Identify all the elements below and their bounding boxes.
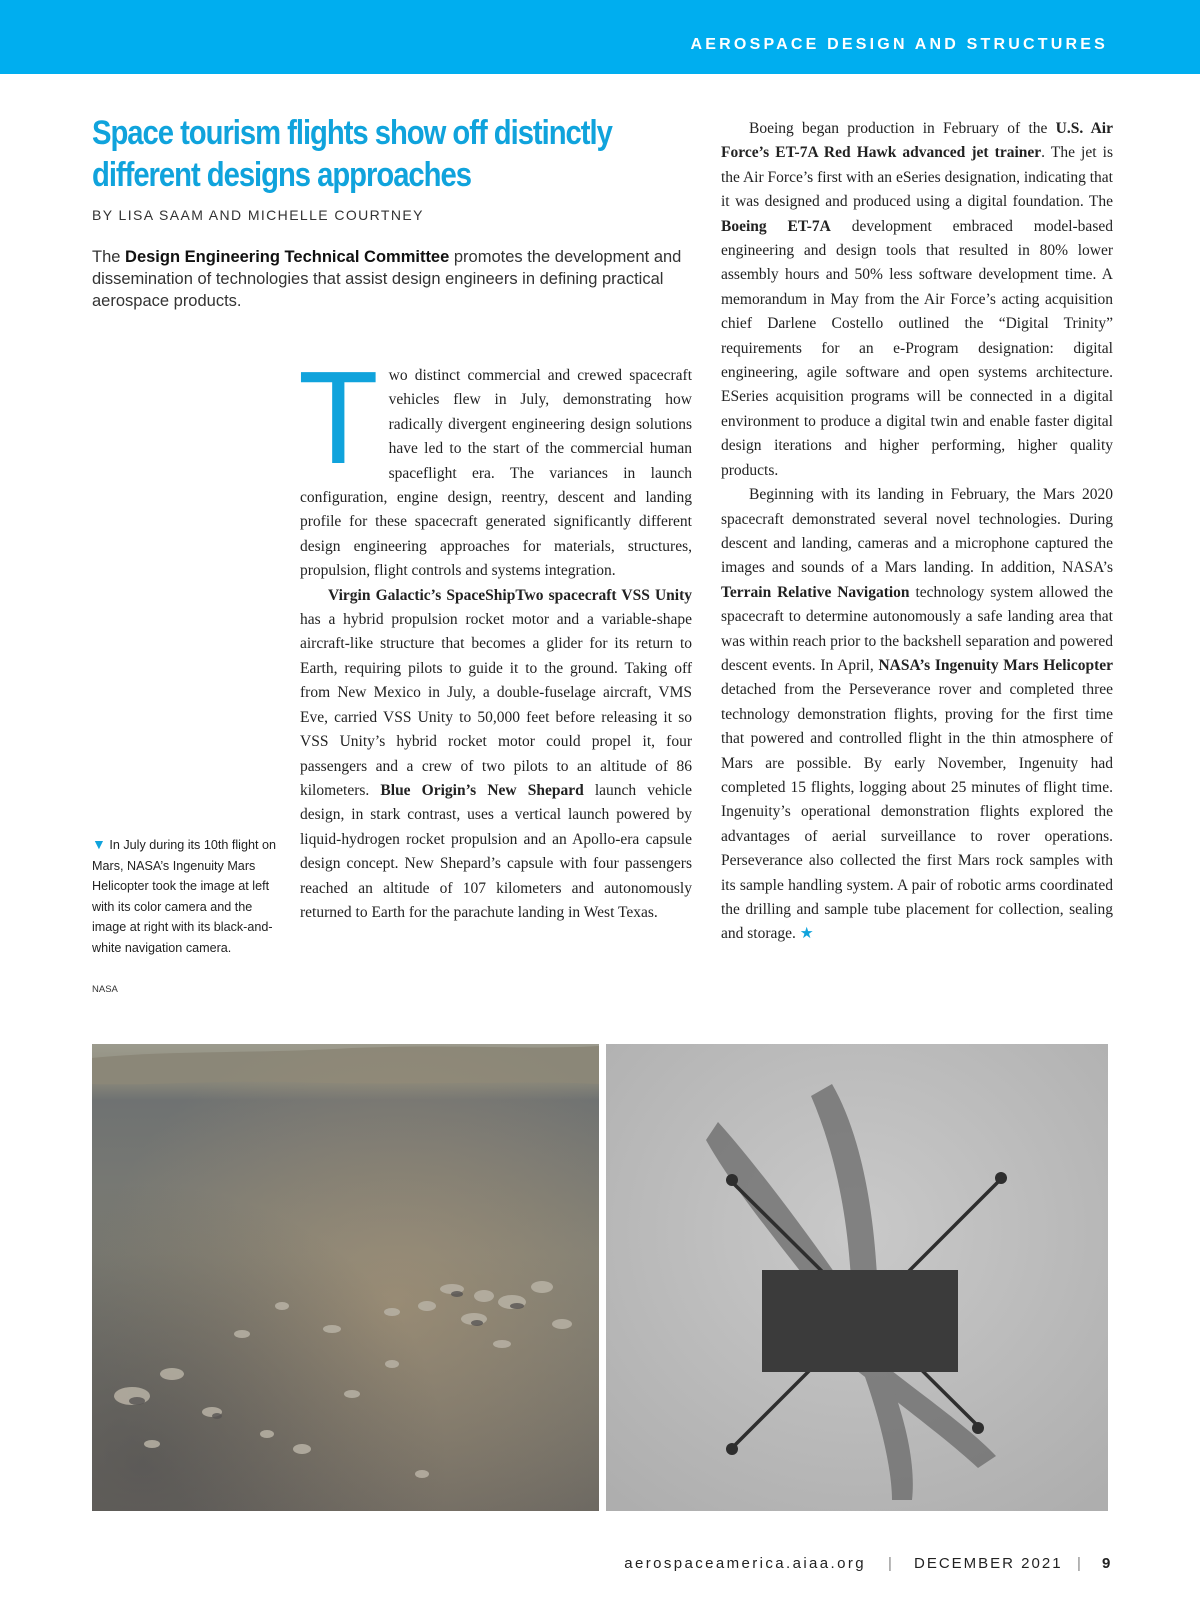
section-banner <box>0 0 1200 74</box>
footer-website: aerospaceamerica.aiaa.org <box>624 1555 866 1572</box>
footer-separator: | <box>1077 1555 1081 1572</box>
paragraph-opening-text: wo distinct commercial and crewed spacecraft vehicles flew in July, demonstrating how radically divergent engineering design solutions have led to the start of the commercial human spaceflight era. The variances in launch configuration, engine design, reentry, descent and landing profile for these spacecraft generated significantly different design engineering approaches for materials, structures, propulsion, flight controls and systems integration. <box>300 367 692 580</box>
photo-caption <box>92 834 282 959</box>
body-column-middle <box>298 344 692 925</box>
bold-blue-origin: Blue Origin’s New Shepard <box>380 781 584 799</box>
helicopter-shadow-photo <box>606 1044 1108 1511</box>
bold-terrain-navigation: Terrain Relative Navigation <box>721 583 910 601</box>
text-span: development embraced model-based engineering and design tools that resulted in 80% lower assembly hours and 50% less software development time. A memorandum in May from the Air Force’s acting acquisition chief Darlene Costello outlined the “Digital Trinity” requirements for an e-Program designation: digital engineering, agile software and open systems architecture. ESeries acquisition programs will be connected in a digital environment to produce a digital twin and enable faster digital design iterations and higher performing, higher quality products. <box>721 217 1113 479</box>
text-span: has a hybrid propulsion rocket motor and a variable-shape aircraft-like structure that becomes a glider for its return to Earth, requiring pilots to guide it to the ground. Taking off from New Mexico in July, a double-fuselage aircraft, VMS Eve, carried VSS Unity to 50,000 feet before releasing it so VSS Unity’s hybrid rocket motor could propel it, four passengers and a crew of two pilots to an altitude of 86 kilometers. <box>300 611 692 799</box>
caption-triangle-icon: ▼ <box>92 836 106 852</box>
bold-ingenuity: NASA’s Ingenuity Mars Helicopter <box>878 656 1114 674</box>
mars-color-photo <box>92 1044 599 1511</box>
article-headline: Space tourism flights show off distinctly different designs approaches <box>92 114 612 194</box>
text-span: launch vehicle design, in stark contrast, uses a vertical launch powered by liquid-hydrogen rocket propulsion and an Apollo-era capsule design concept. New Shepard’s capsule with four passengers reached an altitude of 107 kilometers and autonomously returned to Earth for the parachute landing in West Texas. <box>300 781 692 921</box>
photo-credit: NASA <box>92 984 118 995</box>
paragraph-opening <box>298 344 692 584</box>
text-span: detached from the Perseverance rover and completed three technology demonstration flights, proving for the first time that powered and controlled flight in the thin atmosphere of Mars are possible. By early November, Ingenuity had completed 15 flights, logging about 25 minutes of flight time. Ingenuity’s operational demonstration flights explored the advantages of aerial surveillance to rover operations. Perseverance also collected the first Mars rock samples with its sample handling system. A pair of robotic arms coordinated the drilling and sample tube placement for collection, sealing and storage. <box>721 681 1113 943</box>
caption-text: In July during its 10th flight on Mars, NASA’s Ingenuity Mars Helicopter took the image at left with its color camera and the image at right with its black-and-white navigation camera. <box>92 838 276 955</box>
footer-date: DECEMBER 2021 <box>914 1555 1063 1572</box>
text-span: . The jet is the Air Force’s first with an eSeries designation, indicating that it was designed and produced using a digital foundation. The <box>721 144 1113 211</box>
bold-red-hawk: U.S. Air Force’s ET-7A Red Hawk advanced jet trainer <box>721 120 1113 162</box>
end-mark-icon: ★ <box>799 925 814 943</box>
text-span: Beginning with its landing in February, the Mars 2020 spacecraft demonstrated several novel technologies. During descent and landing, cameras and a microphone captured the images and sounds of a Mars landing. In addition, NASA’s <box>721 486 1113 577</box>
bold-boeing-et7a: Boeing ET-7A <box>721 217 831 235</box>
body-column-right <box>721 117 1113 947</box>
text-span: technology system allowed the spacecraft to determine autonomously a safe landing area that was within reach prior to the backshell separation and powered descent events. In April, <box>721 583 1114 674</box>
helicopter-shadow-image <box>606 1044 1108 1511</box>
drop-cap: T <box>298 344 379 491</box>
intro-paragraph <box>92 246 682 312</box>
paragraph-mars-2020 <box>721 483 1113 947</box>
committee-name: Design Engineering Technical Committee <box>125 248 450 266</box>
intro-pre: The <box>92 248 126 266</box>
bold-virgin-galactic: Virgin Galactic’s SpaceShipTwo spacecraft VSS Unity <box>328 586 692 604</box>
text-span: Boeing began production in February of the <box>749 120 1056 137</box>
footer-separator: | <box>888 1555 892 1572</box>
section-title: AEROSPACE DESIGN AND STRUCTURES <box>690 36 1108 53</box>
paragraph-virgin-blue-origin <box>300 584 692 926</box>
mars-terrain-image <box>92 1044 599 1511</box>
page-number: 9 <box>1102 1555 1111 1572</box>
byline: BY LISA SAAM AND MICHELLE COURTNEY <box>92 207 424 223</box>
intro-post: promotes the development and dissemination of technologies that assist design engineers in defining practical aerospace products. <box>92 248 682 310</box>
paragraph-boeing <box>721 117 1113 483</box>
